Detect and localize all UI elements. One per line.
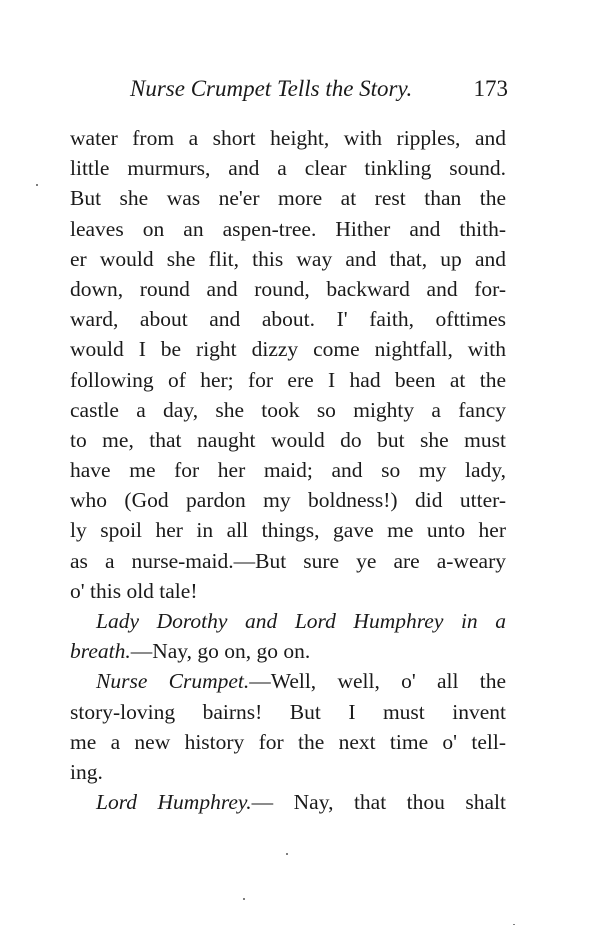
text-line: er would she flit, this way and that, up and bbox=[70, 246, 506, 271]
print-speck bbox=[36, 184, 38, 186]
dialogue-speaker-line: Lady Dorothy and Lord Humphrey in a bbox=[96, 609, 506, 633]
dialogue-speech: — Nay, that thou shalt bbox=[251, 790, 506, 815]
dialogue-speaker: Nurse Crumpet. bbox=[96, 669, 250, 694]
body-text bbox=[70, 123, 506, 817]
text-line: would I be right dizzy come nightfall, with bbox=[70, 337, 506, 362]
text-line: castle a day, she took so mighty a fancy bbox=[70, 397, 506, 422]
text-line: down, round and round, backward and for- bbox=[70, 276, 506, 301]
dialogue-line bbox=[70, 636, 506, 666]
dialogue-line bbox=[70, 787, 506, 817]
text-line: water from a short height, with ripples, and bbox=[70, 126, 506, 150]
text-line: o' this old tale! bbox=[70, 578, 198, 603]
text-line: have me for her maid; and so my lady, bbox=[70, 458, 506, 483]
running-head bbox=[70, 76, 508, 110]
text-line: to me, that naught would do but she must bbox=[70, 427, 506, 452]
dialogue-speaker: Lord Humphrey. bbox=[96, 790, 252, 815]
print-speck bbox=[286, 853, 288, 855]
text-line: ward, about and about. I' faith, ofttimes bbox=[70, 307, 506, 332]
text-line: little murmurs, and a clear tinkling sound. bbox=[70, 156, 506, 181]
text-line: But she was ne'er more at rest than the bbox=[70, 186, 506, 211]
text-line: who (God pardon my boldness!) did utter- bbox=[70, 488, 506, 513]
print-speck bbox=[243, 898, 245, 900]
dialogue-speech: —Nay, go on, go on. bbox=[130, 639, 311, 664]
page-number: 173 bbox=[473, 76, 508, 101]
dialogue-speech: —Well, well, o' all the bbox=[249, 669, 506, 694]
text-line: ly spoil her in all things, gave me unto her bbox=[70, 518, 506, 543]
text-line: following of her; for ere I had been at the bbox=[70, 367, 506, 392]
text-line: story-loving bairns! But I must invent bbox=[70, 699, 506, 724]
text-line: as a nurse-maid.—But sure ye are a-weary bbox=[70, 548, 506, 573]
dialogue-speaker: breath. bbox=[70, 639, 131, 664]
text-line: leaves on an aspen-tree. Hither and thith- bbox=[70, 216, 506, 241]
text-line: me a new history for the next time o' tell- bbox=[70, 729, 506, 754]
running-title: Nurse Crumpet Tells the Story. bbox=[130, 76, 413, 101]
text-line: ing. bbox=[70, 759, 103, 784]
dialogue-line bbox=[70, 666, 506, 696]
